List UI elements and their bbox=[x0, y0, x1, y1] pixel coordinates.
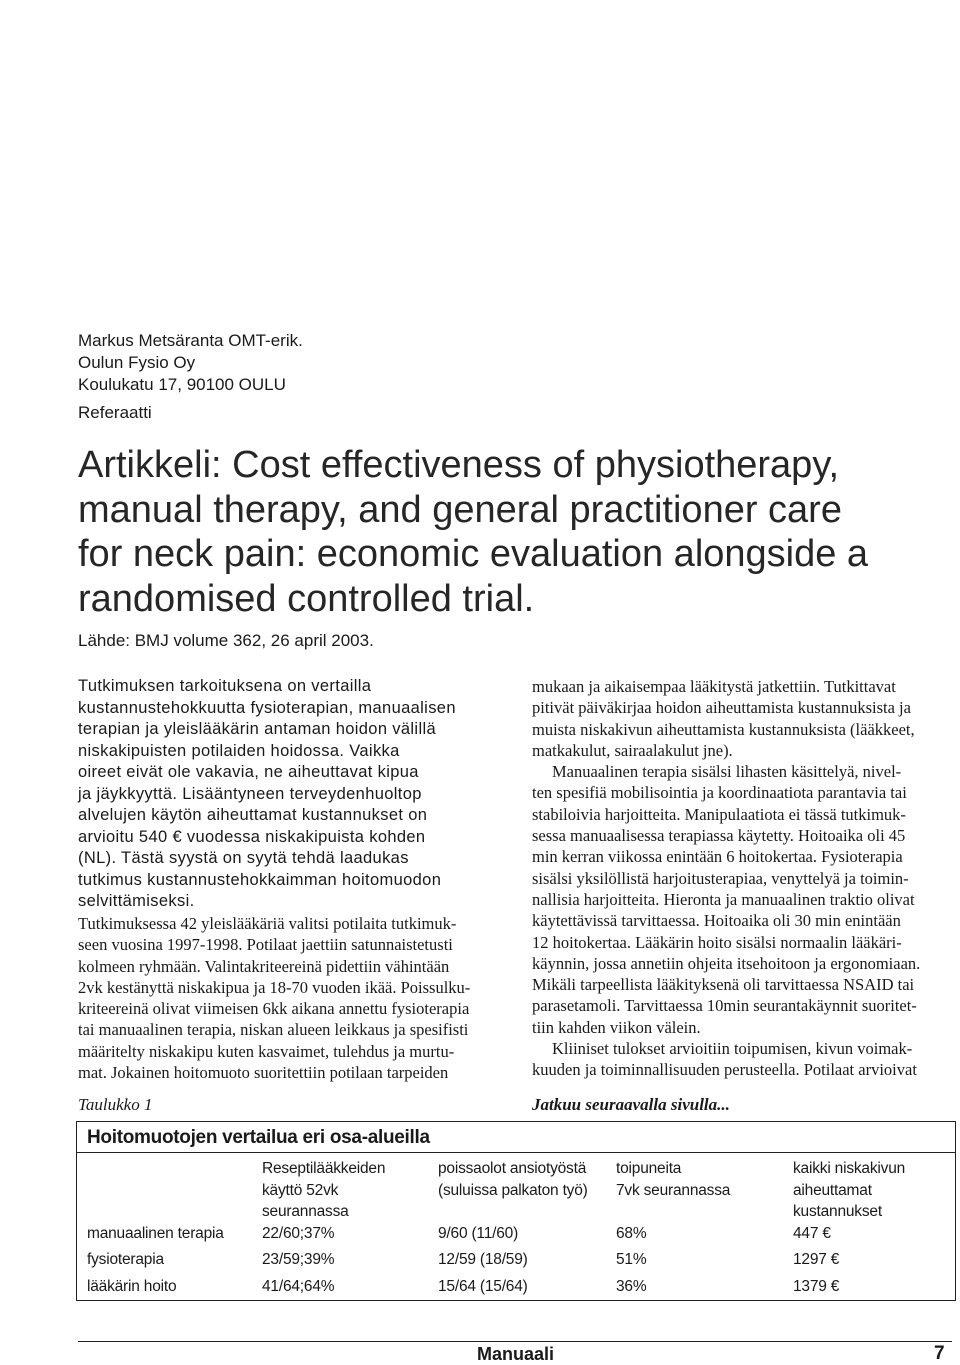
header-line: kustannukset bbox=[793, 1203, 882, 1220]
table-cell: 36% bbox=[616, 1278, 647, 1295]
body-line: kriteereinä olivat viimeisen 6kk aikana annettu fysioterapia bbox=[78, 999, 470, 1019]
table-cell: 1297 € bbox=[793, 1251, 840, 1268]
table-title: Hoitomuotojen vertailua eri osa-alueilla bbox=[77, 1122, 955, 1153]
body-line: kuuden ja toiminnallisuuden perusteella. Potilaat arvioivat bbox=[532, 1060, 917, 1080]
header-line: aiheuttamat bbox=[793, 1181, 872, 1199]
table-cell: 1379 € bbox=[793, 1278, 840, 1295]
body-line: seen vuosina 1997-1998. Potilaat jaettiin satunnaistetusti bbox=[78, 935, 453, 955]
body-line: sisälsi yksilöllistä harjoitusterapiaa, venyttelyä ja toimin- bbox=[532, 868, 909, 888]
abstract-line: selvittämiseksi. bbox=[78, 892, 195, 910]
footer-divider bbox=[78, 1341, 952, 1342]
table-cell: 23/59;39% bbox=[262, 1251, 335, 1268]
abstract-line: ja jäykkyyttä. Lisääntyneen terveydenhuoltop bbox=[78, 784, 422, 803]
body-line: mukaan ja aikaisempaa lääkitystä jatkettiin. Tutkittavat bbox=[532, 677, 896, 696]
body-line: käytettävissä tarvittaessa. Hoitoaika oli 30 min enintään bbox=[532, 911, 901, 931]
body-line: matkakulut, sairaalakulut jne). bbox=[532, 740, 733, 760]
header-line: poissaolot ansiotyöstä bbox=[438, 1160, 587, 1177]
title-line: for neck pain: economic evaluation alongside a bbox=[78, 533, 869, 575]
body-left-column bbox=[78, 913, 508, 1083]
body-line: ten spesifiä mobilisointia ja koordinaatiota parantavia tai bbox=[532, 783, 907, 803]
table-cell: 9/60 (11/60) bbox=[438, 1225, 519, 1242]
continued-note: Jatkuu seuraavalla sivulla... bbox=[532, 1095, 730, 1114]
table-caption: Taulukko 1 bbox=[78, 1095, 153, 1114]
document-type: Referaatti bbox=[78, 403, 152, 422]
abstract-line: niskakipuisten potilaiden hoidossa. Vaikka bbox=[78, 741, 400, 760]
abstract-line: tutkimus kustannustehokkaimman hoitomuodon bbox=[78, 870, 442, 889]
abstract-line: arvioitu 540 € vuodessa niskakipuista kohden bbox=[78, 827, 426, 846]
abstract-line: Tutkimuksen tarkoituksena on vertailla bbox=[78, 677, 372, 695]
title-line: manual therapy, and general practitioner care bbox=[78, 488, 842, 531]
header-line: (suluissa palkaton työ) bbox=[438, 1181, 588, 1199]
header-line: kaikki niskakivun bbox=[793, 1160, 906, 1177]
body-line: stabiloivia harjoitteita. Manipulaatiota ei tässä tutkimuk- bbox=[532, 804, 906, 824]
body-line: Manuaalinen terapia sisälsi lihasten käsittelyä, nivel- bbox=[552, 762, 902, 782]
body-line: nallisia harjoitteita. Hieronta ja manuaalinen traktio olivat bbox=[532, 889, 915, 909]
abstract-line: oireet eivät ole vakavia, ne aiheuttavat kipua bbox=[78, 763, 419, 781]
abstract-line: (NL). Tästä syystä on syytä tehdä laadukas bbox=[78, 849, 409, 867]
source-line: Lähde: BMJ volume 362, 26 april 2003. bbox=[78, 631, 374, 650]
article-title bbox=[78, 443, 948, 621]
body-line: käynnin, jossa annetiin ohjeita itsehoitoon ja ergonomiaan. bbox=[532, 953, 921, 973]
abstract-line: kustannustehokkuutta fysioterapian, manuaalisen bbox=[78, 698, 456, 717]
author-name: Markus Metsäranta OMT-erik. bbox=[78, 331, 303, 350]
body-line: min kerran viikossa enintään 6 hoitokertaa. Fysioterapia bbox=[532, 847, 903, 867]
row-label: fysioterapia bbox=[87, 1251, 164, 1268]
body-line: määritelty niskakipu kuten kasvaimet, tulehdus ja murtu- bbox=[78, 1041, 455, 1061]
row-label: lääkärin hoito bbox=[87, 1278, 177, 1295]
table-cell: 51% bbox=[616, 1251, 647, 1268]
table-cell: 447 € bbox=[793, 1225, 831, 1242]
table-header-cell bbox=[793, 1158, 905, 1223]
body-line: 12 hoitokertaa. Lääkärin hoito sisälsi normaalin lääkäri- bbox=[532, 932, 902, 952]
comparison-table bbox=[76, 1121, 956, 1301]
title-line: randomised controlled trial. bbox=[78, 577, 535, 620]
table-cell: 41/64;64% bbox=[262, 1278, 335, 1295]
table-cell: 68% bbox=[616, 1225, 647, 1242]
header-line: 7vk seurannassa bbox=[616, 1181, 731, 1199]
abstract bbox=[78, 676, 508, 913]
row-label: manuaalinen terapia bbox=[87, 1225, 224, 1242]
table-cell: 15/64 (15/64) bbox=[438, 1278, 528, 1295]
body-line: tiin kahden viikon välein. bbox=[532, 1017, 701, 1037]
body-line: muista niskakivun aiheuttamista kustannuksista (lääkkeet, bbox=[532, 719, 915, 739]
body-line: 2vk kestänyttä niskakipua ja 18-70 vuoden ikää. Poissulku- bbox=[78, 977, 471, 997]
author-block bbox=[78, 330, 303, 396]
body-line: Kliiniset tulokset arvioitiin toipumisen, kivun voimak- bbox=[552, 1039, 913, 1059]
body-line: Mikäli tarpeellista lääkityksenä oli tarvittaessa NSAID tai bbox=[532, 975, 915, 995]
body-line: tai manuaalinen terapia, niskan alueen leikkaus ja spesifisti bbox=[78, 1020, 469, 1040]
header-line: toipuneita bbox=[616, 1160, 682, 1177]
table-header-cell bbox=[616, 1158, 730, 1201]
body-line: sessa manuaalisessa terapiassa käytetty. Hoitoaika oli 45 bbox=[532, 826, 906, 846]
body-line: pitivät päiväkirjaa hoidon aiheuttamista kustannuksista ja bbox=[532, 698, 911, 718]
body-line: mat. Jokainen hoitomuoto suoritettiin potilaan tarpeiden bbox=[78, 1063, 449, 1083]
author-address: Koulukatu 17, 90100 OULU bbox=[78, 375, 286, 394]
abstract-line: alvelujen käytön aiheuttamat kustannukset on bbox=[78, 806, 428, 824]
page-number: 7 bbox=[934, 1343, 945, 1364]
body-line: parasetamoli. Tarvittaessa 10min seurantakäynnit suoritet- bbox=[532, 996, 917, 1016]
table-header-cell bbox=[262, 1158, 385, 1223]
header-line: käyttö 52vk bbox=[262, 1181, 339, 1199]
table-cell: 22/60;37% bbox=[262, 1225, 335, 1242]
author-company: Oulun Fysio Oy bbox=[78, 353, 196, 372]
header-line: Reseptilääkkeiden bbox=[262, 1160, 386, 1177]
header-line: seurannassa bbox=[262, 1203, 349, 1220]
footer-brand: Manuaali bbox=[477, 1344, 555, 1364]
body-line: Tutkimuksessa 42 yleislääkäriä valitsi potilaita tutkimuk- bbox=[78, 914, 457, 933]
body-line: kolmeen ryhmään. Valintakriteereinä pidettiin vähintään bbox=[78, 956, 450, 976]
table-header-cell bbox=[438, 1158, 588, 1201]
body-right-column bbox=[532, 676, 952, 1081]
abstract-line: terapian ja yleislääkärin antaman hoidon välillä bbox=[78, 720, 437, 738]
title-line: Artikkeli: Cost effectiveness of physiotherapy, bbox=[78, 444, 840, 486]
table-cell: 12/59 (18/59) bbox=[438, 1251, 528, 1268]
